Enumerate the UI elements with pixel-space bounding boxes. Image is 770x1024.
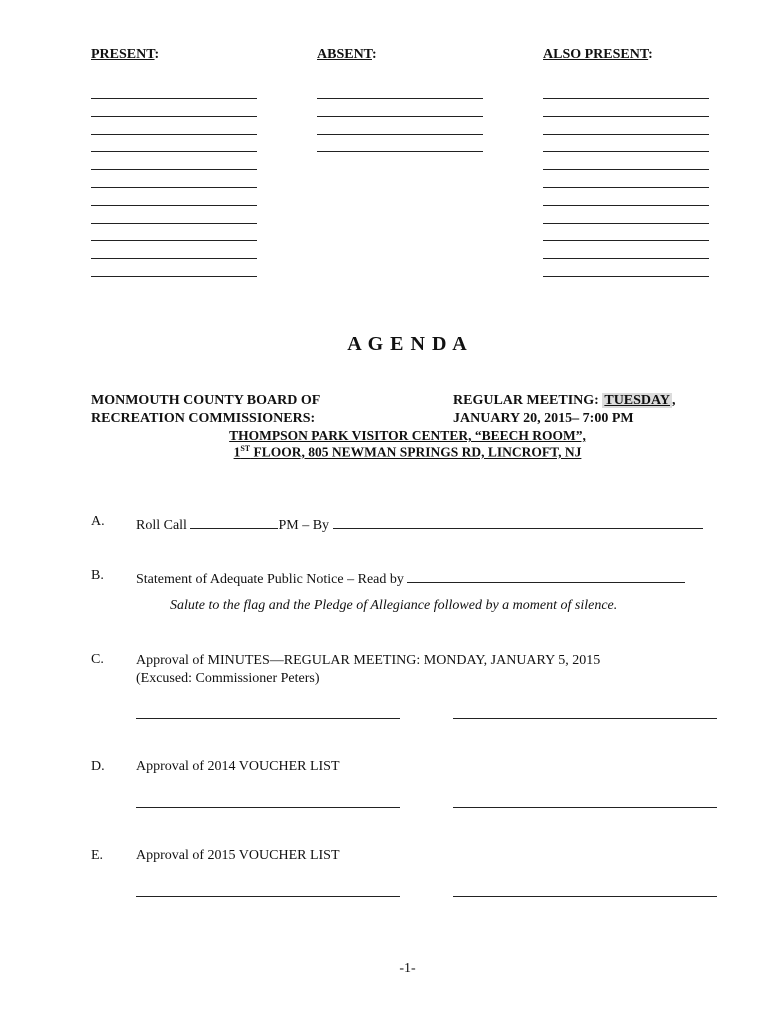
present-signature-line[interactable] (91, 240, 257, 241)
item-e-letter: E. (91, 848, 104, 863)
item-d-voucher-2014: Approval of 2014 VOUCHER LIST (136, 759, 340, 774)
venue-line2: 1ST FLOOR, 805 NEWMAN SPRINGS RD, LINCROFT, NJ (233, 444, 582, 460)
item-b-public-notice: Statement of Adequate Public Notice – Read by (136, 568, 685, 588)
absent-signature-line[interactable] (317, 134, 483, 135)
also-present-signature-line[interactable] (543, 223, 709, 224)
also-present-signature-line[interactable] (543, 98, 709, 99)
also-present-signature-line[interactable] (543, 187, 709, 188)
also-present-signature-line[interactable] (543, 169, 709, 170)
also-present-signature-line[interactable] (543, 276, 709, 277)
item-b-letter: B. (91, 568, 104, 583)
item-d-letter: D. (91, 759, 105, 774)
page-number: -1- (399, 961, 416, 976)
present-signature-line[interactable] (91, 223, 257, 224)
present-heading: PRESENT: (91, 47, 160, 62)
also-present-signature-line[interactable] (543, 205, 709, 206)
board-name-line2: RECREATION COMMISSIONERS: (91, 411, 316, 426)
absent-signature-line[interactable] (317, 116, 483, 117)
absent-signature-line[interactable] (317, 151, 483, 152)
absent-heading: ABSENT: (317, 47, 377, 62)
meeting-type-line: REGULAR MEETING: TUESDAY , (453, 393, 676, 408)
roll-call-time-blank[interactable] (190, 514, 278, 529)
item-a-letter: A. (91, 514, 105, 529)
item-c-line2: (Excused: Commissioner Peters) (136, 671, 320, 686)
item-d-motion-line[interactable] (136, 807, 400, 808)
public-notice-reader-blank[interactable] (407, 568, 685, 583)
present-signature-line[interactable] (91, 205, 257, 206)
present-signature-line[interactable] (91, 151, 257, 152)
meeting-date-line: JANUARY 20, 2015– 7:00 PM (453, 411, 634, 426)
present-signature-line[interactable] (91, 169, 257, 170)
item-a-roll-call: Roll Call PM – By (136, 514, 703, 534)
present-signature-line[interactable] (91, 258, 257, 259)
present-signature-line[interactable] (91, 116, 257, 117)
item-c-letter: C. (91, 652, 104, 667)
agenda-title: A G E N D A (347, 333, 468, 355)
item-e-motion-line[interactable] (136, 896, 400, 897)
present-signature-line[interactable] (91, 98, 257, 99)
also-present-signature-line[interactable] (543, 240, 709, 241)
item-c-second-line[interactable] (453, 718, 717, 719)
present-signature-line[interactable] (91, 187, 257, 188)
venue-line1: THOMPSON PARK VISITOR CENTER, “BEECH ROOM”, (229, 428, 586, 443)
also-present-signature-line[interactable] (543, 258, 709, 259)
item-c-motion-line[interactable] (136, 718, 400, 719)
item-c-minutes (136, 652, 600, 688)
also-present-signature-line[interactable] (543, 134, 709, 135)
present-signature-line[interactable] (91, 134, 257, 135)
board-name-line1: MONMOUTH COUNTY BOARD OF (91, 393, 321, 408)
item-c-line1: Approval of MINUTES—REGULAR MEETING: MONDAY, JANUARY 5, 2015 (136, 653, 601, 668)
also-present-signature-line[interactable] (543, 151, 709, 152)
present-signature-line[interactable] (91, 276, 257, 277)
also-present-heading: ALSO PRESENT: (543, 47, 653, 62)
item-e-second-line[interactable] (453, 896, 717, 897)
meeting-info (453, 392, 675, 428)
roll-call-by-blank[interactable] (333, 514, 703, 529)
item-d-second-line[interactable] (453, 807, 717, 808)
meeting-day: TUESDAY (604, 393, 670, 408)
item-e-voucher-2015: Approval of 2015 VOUCHER LIST (136, 848, 340, 863)
salute-note: Salute to the flag and the Pledge of Allegiance followed by a moment of silence. (170, 598, 618, 613)
board-name (91, 392, 320, 428)
also-present-signature-line[interactable] (543, 116, 709, 117)
absent-signature-line[interactable] (317, 98, 483, 99)
